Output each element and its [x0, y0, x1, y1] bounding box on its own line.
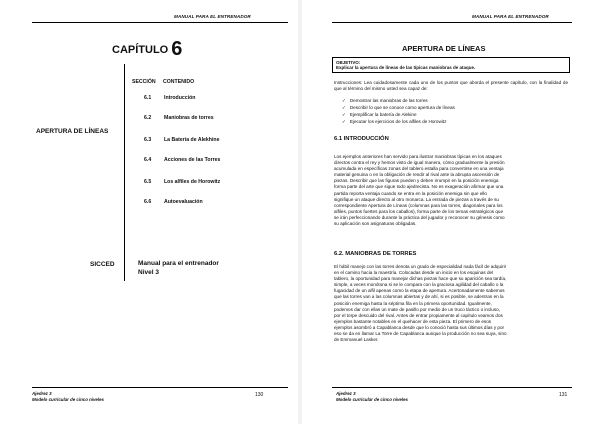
- footer-rule: [32, 387, 288, 388]
- footer-line: Modelo curricular de cinco niveles: [32, 397, 104, 402]
- section-number: 6.3: [144, 137, 152, 143]
- manual-line: Manual para el entrenador: [138, 260, 219, 267]
- section-heading: 6.2. MANIOBRAS DE TORRES: [334, 251, 417, 257]
- column-header-content: CONTENIDO: [163, 79, 195, 85]
- intro-paragraph: Instrucciones: Lea cuidadosamente cada uno de los puntos que aborda el presente capítulo, con la finalidad de que al término del mismo usted sea capaz de:: [334, 80, 568, 92]
- section-title: Maniobras de torres: [164, 115, 214, 121]
- footer-text: [32, 391, 104, 403]
- text-line: su aplicación son asignaturas obligadas.: [334, 221, 417, 227]
- section-title: Autoevaluación: [164, 199, 203, 205]
- text-line: correspondiente Apertura de Líneas (columnas para las torres, diagonales para los: [334, 202, 503, 208]
- left-page: [0, 0, 298, 424]
- section-number: 6.5: [144, 179, 152, 185]
- text-line: Los ejemplos anteriores han servido para ilustrar maniobras típicas en los ataques: [334, 154, 502, 159]
- bullet-item: [342, 112, 417, 118]
- section-title: Los alfiles de Horowitz: [164, 179, 221, 185]
- section-paragraph: [334, 154, 568, 227]
- bullet-item: [342, 98, 428, 104]
- text-line: fugacidad de un alfil apenas como la etapa de apertura. Acertonadamente sabemos: [334, 288, 505, 294]
- header-rule: [32, 22, 288, 23]
- checkmark-icon: ✓: [342, 112, 346, 117]
- section-title: Introducción: [164, 95, 196, 101]
- text-line: material genuina o en la obligación de rendir al rival ante la abrupta ascensión de: [334, 172, 500, 178]
- text-line: El hábil manejo con las torres denota un grado de especialidad nada fácil de adquirir: [334, 264, 507, 269]
- running-header: MANUAL PARA EL ENTRENADOR: [472, 14, 549, 19]
- checkmark-icon: ✓: [342, 98, 346, 103]
- text-line: posición enemiga hasta la séptima fila en la primera oportunidad. Igualmente,: [334, 300, 492, 306]
- text-line: piezas. Describir que las figuras pueden y deben irrumpir en la posición enemiga: [334, 178, 499, 184]
- text-line: que las torres van a las columnas abiertas y de ahí, si es posible, se adentran en la: [334, 294, 504, 300]
- chapter-label: CAPÍTULO: [112, 44, 169, 56]
- section-paragraph: [334, 264, 568, 343]
- chapter-heading: APERTURA DE LÍNEAS: [402, 44, 486, 53]
- text-line: alfiles, puntos fuertes para los caballos), forma parte de los temas estratégicos que: [334, 208, 504, 214]
- footer-line: Ajedrez 3: [32, 391, 52, 396]
- side-title: APERTURA DE LÍNEAS: [36, 128, 109, 135]
- bullet-text: Ejemplificar la batería de Alekine: [349, 112, 417, 117]
- text-line: podemos dar con ellas un mate de pasillo por medio de un truco táctico o incluso,: [334, 306, 500, 312]
- section-number: 6.6: [144, 199, 152, 205]
- text-line: por el torpe descuido del rival. Antes de entrar propiamente al capítulo veamos dos: [334, 312, 503, 318]
- bullet-text: Ejecutar los ejercicios de los alfiles de Horowitz: [349, 119, 447, 124]
- section-title: La Batería de Alekhine: [164, 137, 220, 143]
- section-title: Acciones de las Torres: [164, 157, 221, 163]
- text-line: acumulada en específicas zonas del tablero estalla para convertirse en una ventaja: [334, 166, 504, 172]
- text-line: forma parte del arte que sigue todo ajedrecista. No es exageración afirmar que una: [334, 184, 504, 190]
- bullet-item: [342, 119, 446, 125]
- section-number: 6.2: [144, 115, 152, 121]
- chapter-number: 6: [171, 38, 183, 60]
- bullet-item: [342, 105, 455, 111]
- bullet-text: Demostrar las maniobras de las torres: [349, 98, 428, 103]
- right-page: [302, 0, 600, 424]
- column-header-section: SECCIÓN: [132, 79, 156, 85]
- section-number: 6.1: [144, 95, 152, 101]
- objective-label: OBJETIVO:: [336, 59, 361, 65]
- objective-box: [332, 57, 570, 73]
- chapter-title: [112, 38, 182, 61]
- footer-line: Modelo curricular de cinco niveles: [336, 397, 408, 402]
- footer-line: Ajedrez 3: [336, 391, 356, 396]
- text-line: se irán perfeccionando durante la práctica del jugador y reconocer su génesis como: [334, 214, 505, 220]
- checkmark-icon: ✓: [342, 105, 346, 110]
- section-heading: 6.1 INTRODUCCIÓN: [334, 136, 389, 142]
- text-line: ejemplos bastante notables en el quehacer de esta pieza. El primero de esos: [334, 318, 492, 324]
- text-line: directos contra el rey y hemos visto de igual manera, cómo gradualmente la presión: [334, 160, 505, 166]
- vertical-rule: [124, 64, 125, 281]
- footer-text: [336, 391, 408, 403]
- text-line: signifique un ataque directo al otro monarca. La entrada de piezas a través de su: [334, 196, 499, 202]
- section-number: 6.4: [144, 157, 152, 163]
- checkmark-icon: ✓: [342, 119, 346, 124]
- bullet-text: Describir lo que se conoce como apertura de líneas: [349, 105, 455, 110]
- page-number: 131: [559, 392, 568, 398]
- header-rule: [332, 22, 572, 23]
- text-line: tablero, la oportunidad para manejar dichas piezas hace que su aparición sea tardía,: [334, 276, 507, 282]
- page-number: 130: [255, 392, 264, 398]
- text-line: ejemplos asombró a Capablanca desde que lo conoció hasta sus últimos días y por: [334, 324, 505, 330]
- manual-subtitle: [138, 259, 219, 277]
- manual-level: Nivel 3: [138, 269, 159, 276]
- text-line: eso se da en llamar La Torre de Capablanca aunque la producción no sea suya, sino: [334, 331, 507, 337]
- running-header: MANUAL PARA EL ENTRENADOR: [174, 14, 251, 19]
- footer-rule: [332, 387, 572, 388]
- text-line: simple, a veces monótona si se le compara con la graciosa agilidad del caballo o la: [334, 282, 504, 288]
- text-line: en el camino hacia la maestría. Colocadas desde un inicio en los esquinas del: [334, 270, 494, 276]
- objective-text: Explicar la apertura de líneas de las típicas maniobras de ataque.: [336, 65, 476, 70]
- sicced-label: SICCED: [90, 261, 115, 268]
- text-line: de Emmanuel Lasker.: [334, 337, 379, 343]
- text-line: partida reporta ventaja cuando se entra en la posición enemiga sin que ello: [334, 190, 487, 196]
